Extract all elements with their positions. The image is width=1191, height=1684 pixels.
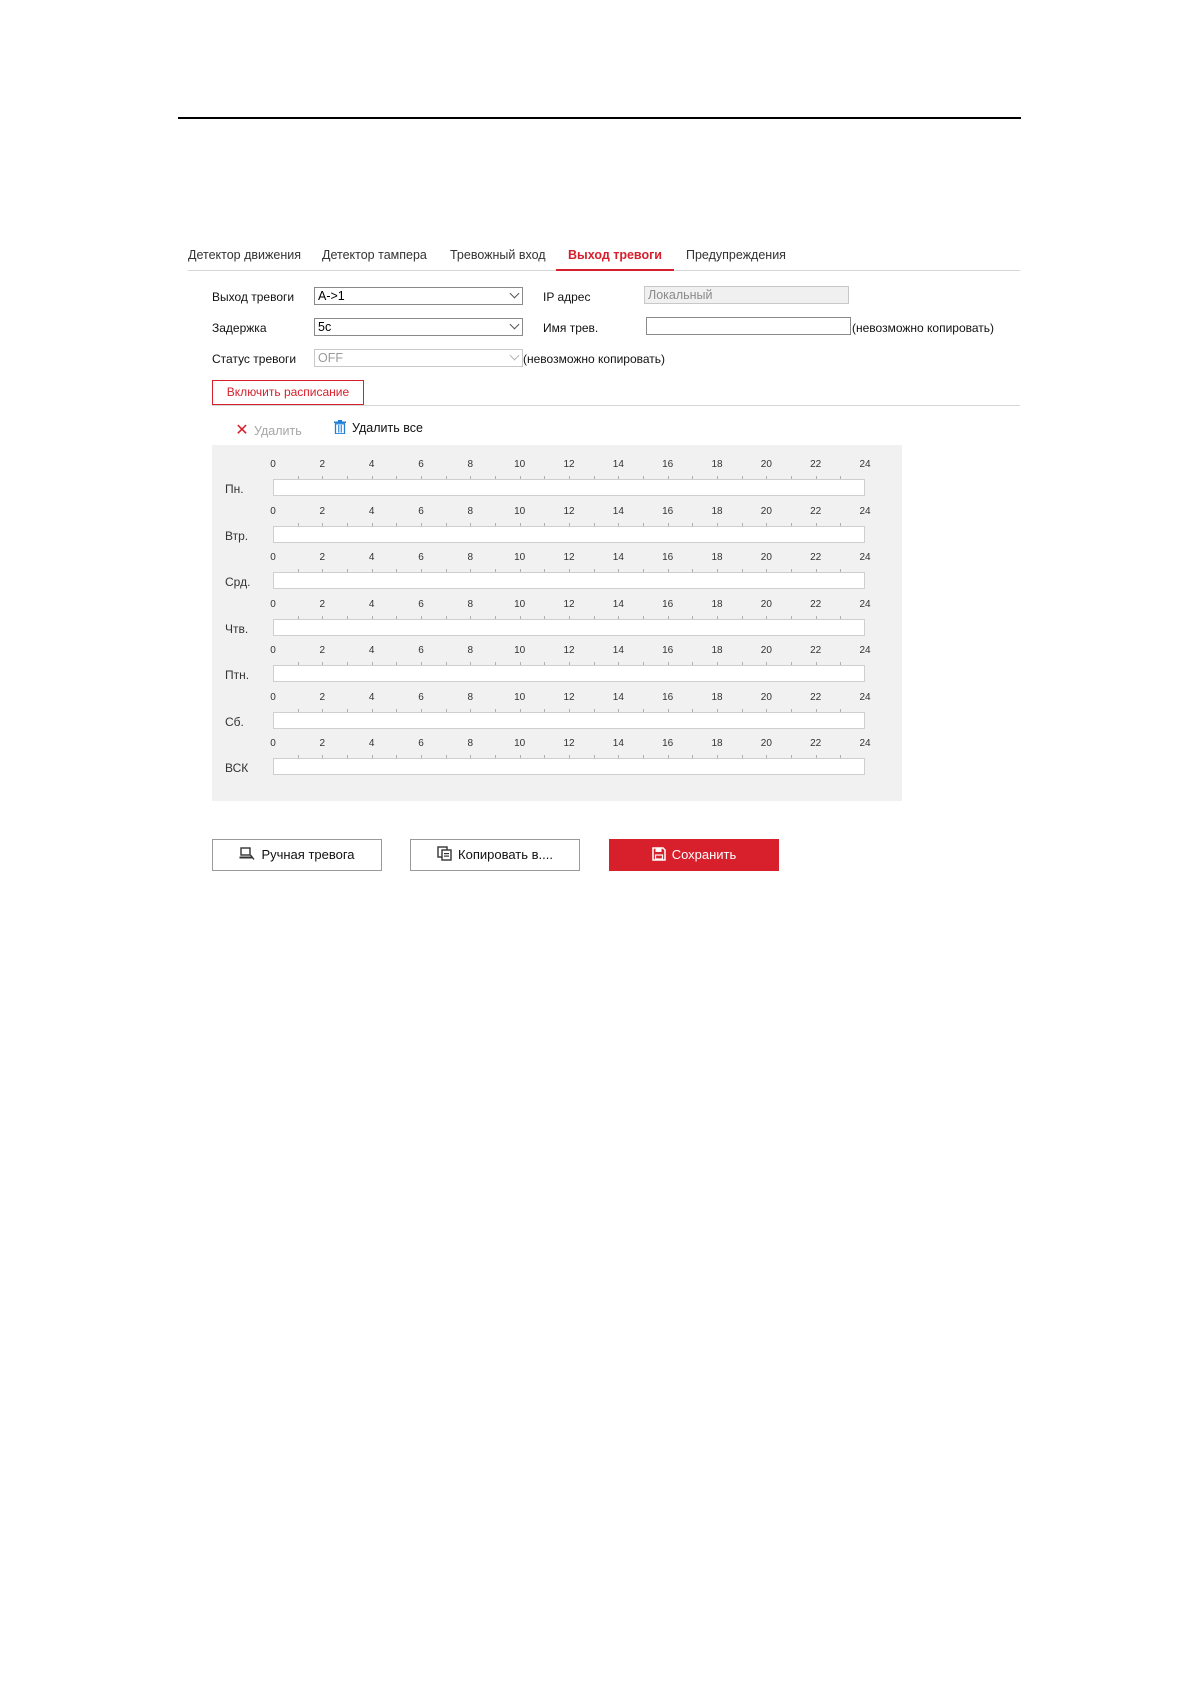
hour-tick-label: 8	[467, 691, 474, 703]
schedule-timeline-bar[interactable]	[273, 665, 865, 682]
hour-tick-label: 18	[711, 645, 723, 656]
hour-tick-label: 16	[662, 645, 674, 656]
hour-tick-label: 4	[368, 459, 375, 470]
hour-tick-label: 20	[760, 552, 772, 563]
hour-tick-label: 0	[270, 738, 276, 749]
tab-bar	[188, 240, 1020, 271]
schedule-day-row	[212, 552, 902, 598]
hour-tick-label: 8	[467, 505, 474, 517]
delay-select[interactable]	[314, 318, 523, 336]
hour-tick-label: 4	[368, 598, 375, 610]
hour-tick-label: 22	[810, 598, 822, 610]
hour-tick-label: 4	[368, 552, 375, 563]
schedule-day-row	[212, 692, 902, 738]
hour-tick-label: 2	[319, 459, 326, 470]
hour-tick-label: 2	[319, 645, 326, 656]
hour-tick-label: 2	[319, 505, 326, 517]
hour-tick-label: 16	[662, 505, 674, 517]
hour-tick-label: 4	[368, 645, 375, 656]
hour-tick-label: 24	[859, 459, 871, 470]
alarm-status-value: OFF	[318, 351, 343, 365]
hour-tick-label: 8	[467, 645, 474, 656]
divider	[212, 405, 1020, 406]
day-label: Чтв.	[225, 621, 249, 636]
hour-tick-label: 14	[612, 645, 624, 656]
day-label: Пн.	[225, 482, 244, 496]
copy-to-label: Копировать в....	[458, 847, 553, 862]
day-label: ВСК	[225, 761, 249, 775]
top-rule	[178, 117, 1021, 119]
hour-tick-label: 20	[760, 459, 772, 470]
schedule-day-row	[212, 506, 902, 552]
tab-alarm-input[interactable]: Тревожный вход	[450, 248, 546, 262]
hour-tick-label: 14	[612, 598, 624, 610]
hour-tick-label: 10	[514, 598, 526, 610]
floppy-disk-icon	[652, 840, 666, 870]
alarm-computer-icon	[239, 840, 255, 870]
alarm-status-label: Статус тревоги	[212, 352, 297, 366]
hour-tick-label: 8	[467, 738, 474, 749]
hour-tick-label: 16	[662, 552, 674, 563]
hour-tick-label: 8	[467, 552, 474, 563]
hour-tick-label: 18	[711, 552, 723, 563]
hour-tick-label: 0	[270, 598, 276, 610]
hour-tick-label: 6	[418, 598, 424, 610]
hour-tick-label: 16	[662, 738, 674, 749]
hour-tick-label: 2	[319, 598, 326, 610]
hour-tick-label: 22	[810, 552, 822, 563]
schedule-day-row	[212, 738, 902, 784]
schedule-timeline-bar[interactable]	[273, 572, 865, 589]
hour-tick-label: 16	[662, 691, 674, 703]
schedule-day-row	[212, 645, 902, 691]
delay-label: Задержка	[212, 321, 267, 335]
hour-tick-label: 2	[319, 738, 326, 749]
alarm-output-value: A->1	[318, 289, 345, 303]
hour-tick-label: 0	[270, 691, 276, 703]
schedule-day-row	[212, 459, 902, 505]
delete-label: Удалить	[254, 424, 302, 438]
manual-alarm-button[interactable]	[212, 839, 382, 871]
tab-warnings[interactable]: Предупреждения	[686, 248, 786, 262]
hour-tick-label: 6	[418, 645, 424, 656]
hour-tick-label: 14	[612, 738, 624, 749]
hour-tick-label: 6	[418, 691, 424, 703]
hour-tick-label: 2	[319, 691, 326, 703]
alarm-status-note: (невозможно копировать)	[523, 352, 666, 366]
chevron-down-icon	[510, 320, 520, 330]
schedule-timeline-bar[interactable]	[273, 712, 865, 729]
hour-tick-label: 10	[514, 505, 526, 517]
alarm-status-select	[314, 349, 523, 367]
hour-tick-label: 10	[514, 738, 526, 749]
schedule-timeline-bar[interactable]	[273, 479, 865, 496]
hour-tick-label: 20	[760, 645, 772, 656]
hour-tick-label: 18	[711, 505, 723, 517]
chevron-down-icon	[510, 351, 520, 361]
alarm-output-select[interactable]	[314, 287, 523, 305]
day-label: Втр.	[225, 528, 249, 543]
hour-tick-label: 10	[514, 459, 526, 470]
delete-all-button[interactable]	[332, 420, 423, 435]
delete-all-label: Удалить все	[352, 421, 423, 435]
hour-tick-label: 14	[612, 459, 624, 470]
weekly-schedule	[212, 445, 902, 801]
tab-tamper-detection[interactable]: Детектор тампера	[322, 248, 427, 262]
schedule-day-row	[212, 599, 902, 645]
hour-tick-label: 12	[563, 738, 575, 749]
delay-value: 5с	[318, 320, 332, 334]
hour-tick-label: 6	[418, 459, 424, 470]
hour-tick-label: 12	[563, 552, 575, 563]
hour-tick-label: 24	[859, 691, 871, 703]
hour-tick-label: 12	[563, 645, 575, 656]
hour-tick-label: 10	[514, 645, 526, 656]
hour-tick-label: 12	[563, 505, 575, 517]
hour-tick-label: 2	[319, 552, 326, 563]
copy-icon	[437, 840, 452, 870]
hour-tick-label: 6	[418, 505, 424, 517]
hour-tick-label: 20	[760, 738, 772, 749]
hour-tick-label: 20	[760, 598, 772, 610]
day-label: Срд.	[225, 575, 251, 589]
hour-tick-label: 0	[270, 505, 276, 517]
alarm-output-label: Выход тревоги	[212, 290, 295, 304]
manual-alarm-label: Ручная тревога	[261, 847, 355, 862]
hour-tick-label: 22	[810, 738, 822, 749]
hour-tick-label: 22	[810, 691, 822, 703]
hour-tick-label: 16	[662, 598, 674, 610]
hour-tick-label: 20	[760, 505, 772, 517]
hour-tick-label: 22	[810, 459, 822, 470]
hour-tick-label: 24	[859, 598, 871, 610]
hour-tick-label: 20	[760, 691, 772, 703]
hour-tick-label: 24	[859, 645, 871, 656]
enable-schedule-button[interactable]: Включить расписание	[212, 380, 364, 405]
hour-tick-label: 22	[810, 645, 822, 656]
schedule-timeline-bar[interactable]	[273, 526, 865, 543]
hour-tick-label: 10	[514, 691, 526, 703]
hour-tick-label: 12	[563, 459, 575, 470]
hour-tick-label: 8	[467, 459, 474, 470]
schedule-timeline-bar[interactable]	[273, 758, 865, 775]
hour-tick-label: 24	[859, 738, 871, 749]
trash-icon	[332, 420, 348, 435]
chevron-down-icon	[510, 289, 520, 299]
hour-tick-label: 18	[711, 459, 723, 470]
hour-tick-label: 6	[418, 552, 424, 563]
hour-tick-label: 0	[270, 459, 276, 470]
hour-tick-label: 16	[662, 459, 674, 470]
hour-tick-label: 4	[368, 738, 375, 749]
hour-tick-label: 4	[368, 691, 375, 703]
hour-tick-label: 14	[612, 691, 624, 703]
day-label: Сб.	[225, 714, 244, 729]
hour-tick-label: 12	[563, 691, 575, 703]
copy-to-button[interactable]	[410, 839, 580, 871]
hour-tick-label: 18	[711, 738, 723, 749]
hour-tick-label: 14	[612, 505, 624, 517]
close-icon: ✕	[235, 422, 249, 439]
hour-tick-label: 0	[270, 645, 276, 656]
hour-tick-label: 14	[612, 552, 624, 563]
alarm-name-label: Имя трев.	[543, 321, 599, 335]
ip-address-field: Локальный	[644, 286, 849, 304]
hour-tick-label: 24	[859, 505, 871, 517]
hour-tick-label: 4	[368, 505, 375, 517]
hour-tick-label: 12	[563, 598, 575, 610]
hour-tick-label: 18	[711, 691, 723, 703]
hour-tick-label: 10	[514, 552, 526, 563]
tab-motion-detection[interactable]: Детектор движения	[188, 248, 301, 262]
delete-button[interactable]	[234, 420, 302, 440]
alarm-name-input[interactable]	[646, 317, 851, 335]
hour-tick-label: 0	[270, 552, 276, 563]
hour-tick-label: 8	[467, 598, 474, 610]
ip-address-label: IP адрес	[543, 290, 591, 304]
schedule-timeline-bar[interactable]	[273, 619, 865, 636]
tab-alarm-output[interactable]: Выход тревоги	[568, 240, 662, 270]
day-label: Птн.	[225, 668, 250, 682]
hour-tick-label: 22	[810, 505, 822, 517]
hour-tick-label: 24	[859, 552, 871, 563]
alarm-name-note: (невозможно копировать)	[852, 321, 995, 335]
save-button[interactable]	[609, 839, 779, 871]
hour-tick-label: 6	[418, 738, 424, 749]
hour-tick-label: 18	[711, 598, 723, 610]
save-label: Сохранить	[671, 847, 737, 862]
